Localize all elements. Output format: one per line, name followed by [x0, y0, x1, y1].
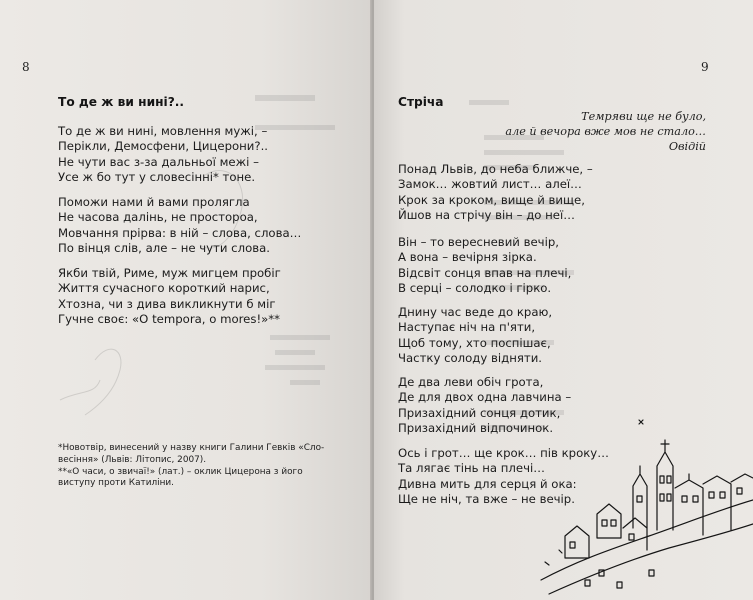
footnote-line: виступу проти Катиліни. [58, 478, 175, 489]
verse-line: Ще не ніч, та вже – не вечір. [398, 492, 575, 507]
verse-line: Мовчання прірва: в ній – слова, слова… [58, 225, 302, 240]
epigraph-line: але й вечора вже мов не стало… [505, 124, 706, 138]
verse-line: Наступає ніч на п'яти, [398, 320, 536, 335]
stanza-2 [398, 235, 571, 297]
poem-title: То де ж ви нині?.. [58, 95, 185, 109]
verse-line: Йшов на стрічу він – до неї… [398, 208, 575, 223]
verse-line: Де два леви обіч грота, [398, 375, 544, 389]
verse-line: Частку солоду відняти. [398, 351, 543, 366]
epigraph-line: Темряви ще не було, [581, 110, 706, 123]
verse-line: Де для двох одна лавчина – [398, 390, 572, 405]
footnote-line: *Новотвір, винесений у назву книги Галини Гевків «Сло- [58, 443, 325, 453]
verse-line: Та лягає тінь на плечі… [398, 461, 545, 476]
stanza-2 [58, 195, 301, 257]
verse-line: По вінця слів, але – не чути слова. [58, 241, 270, 256]
epigraph [505, 110, 706, 154]
page-number: 8 [22, 60, 30, 74]
verse-line: Призахідний сонця дотик, [398, 405, 561, 420]
left-page [0, 0, 372, 600]
verse-line: Дивна мить для серця й ока: [398, 476, 577, 491]
right-page [374, 0, 753, 600]
verse-line: Перікли, Демосфени, Цицерони?.. [58, 139, 269, 154]
verse-line: Днину час веде до краю, [398, 305, 553, 319]
stanza-3 [398, 305, 552, 367]
verse-line: В серці – солодко і гірко. [398, 281, 552, 296]
verse-line: Усе ж бо тут у словесінні* тоне. [58, 170, 256, 185]
verse-line: Призахідний відпочинок. [398, 421, 554, 436]
verse-line: Поможи нами й вами пролягла [58, 195, 250, 209]
verse-line: Не часова далінь, не простороа, [58, 210, 258, 225]
page-number: 9 [701, 60, 709, 74]
stanza-3 [58, 266, 281, 328]
verse-line: А вона – вечірня зірка. [398, 250, 537, 265]
verse-line: Відсвіт сонця впав на плечі, [398, 265, 572, 280]
footnotes [58, 443, 324, 490]
verse-line: Він – то вересневий вечір, [398, 235, 559, 249]
verse-line: То де ж ви нині, мовлення мужі, – [58, 124, 268, 138]
stanza-1 [58, 124, 268, 186]
verse-line: Щоб тому, хто поспішає, [398, 335, 551, 350]
verse-line: Замок… жовтий лист… алеї… [398, 177, 582, 192]
verse-line: Понад Львів, до неба ближче, – [398, 162, 593, 176]
footnote-line: **«О часи, о звичаї!» (лат.) – оклик Цицерона з його [58, 466, 303, 477]
stanza-1 [398, 162, 593, 224]
verse-line: Ось і грот… ще крок… пів кроку… [398, 446, 609, 460]
epigraph-author: Овідій [668, 139, 706, 153]
footnote-line: весіння» (Львів: Літопис, 2007). [58, 454, 207, 465]
verse-line: Крок за кроком, вище й вище, [398, 192, 585, 207]
poem-title: Стріча [398, 95, 444, 109]
verse-line: Гучне своє: «O tempora, o mores!»** [58, 312, 280, 327]
verse-line: Якби твій, Риме, муж мигцем пробіг [58, 266, 281, 280]
verse-line: Не чути вас з-за дальньої межі – [58, 154, 259, 169]
city-skyline-illustration [539, 410, 753, 600]
verse-line: Хтозна, чи з дива викликнути б міг [58, 296, 276, 311]
verse-line: Життя сучасного короткий нарис, [58, 281, 270, 296]
